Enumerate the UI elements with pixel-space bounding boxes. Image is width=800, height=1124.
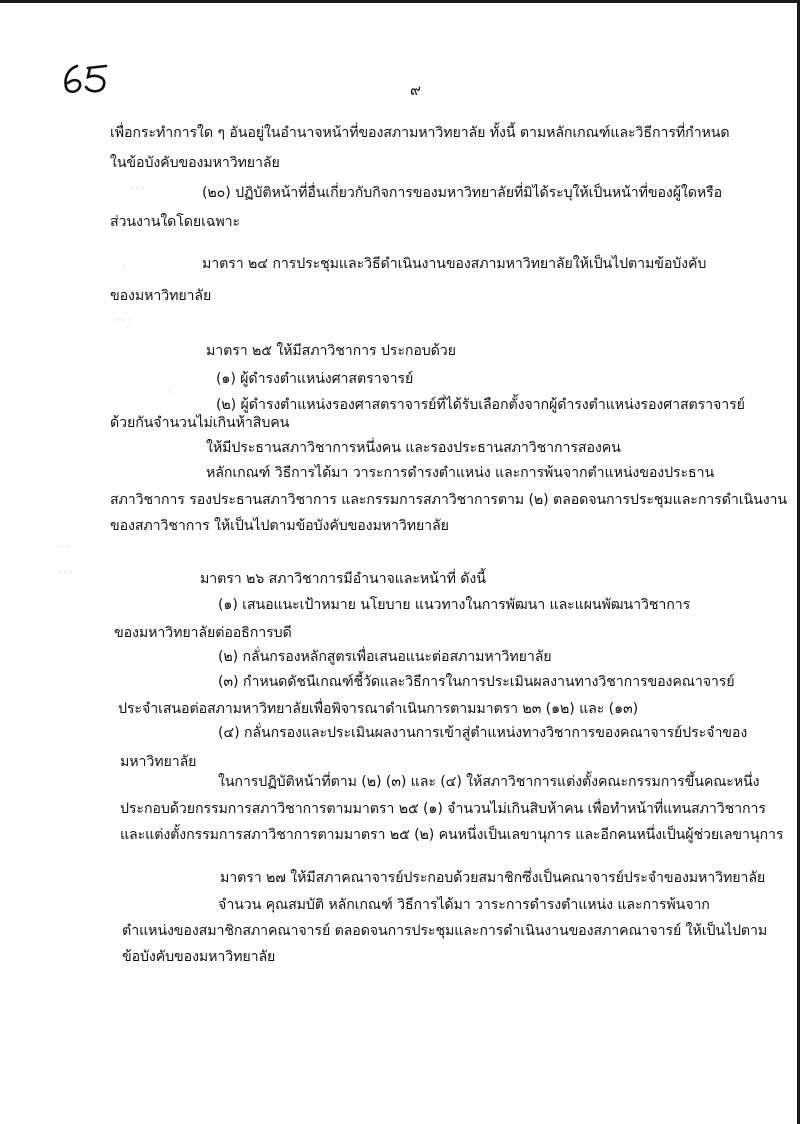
page-number: ๙: [410, 81, 421, 99]
scan-noise: · · ·: [130, 184, 145, 194]
section-26-heading: มาตรา ๒๖ สภาวิชาการมีอำนาจและหน้าที่ ดังนี้: [200, 571, 486, 587]
body-line-22: มหาวิทยาลัย: [120, 754, 197, 770]
scan-noise: · · ·: [58, 568, 73, 578]
body-line-20: ประจำเสนอต่อสภามหาวิทยาลัยเพื่อพิจารณาดำเนินการตามมาตรา ๒๓ (๑๒) และ (๑๓): [118, 701, 639, 717]
scan-edge-top: [0, 0, 800, 3]
section-26-item-2: (๒) กลั่นกรองหลักสูตรเพื่อเสนอแนะต่อสภามหาวิทยาลัย: [218, 649, 552, 665]
section-27-heading: มาตรา ๒๗ ให้มีสภาคณาจารย์ประกอบด้วยสมาชิกซึ่งเป็นคณาจารย์ประจำของมหาวิทยาลัย: [220, 870, 766, 886]
body-line-29: ข้อบังคับของมหาวิทยาลัย: [122, 949, 276, 965]
section-26-item-1: (๑) เสนอแนะเป้าหมาย นโยบาย แนวทางในการพัฒนา และแผนพัฒนาวิชาการ: [218, 597, 691, 613]
body-line-25: และแต่งตั้งกรรมการสภาวิชาการตามมาตรา ๒๕ (๒) คนหนึ่งเป็นเลขานุการ และอีกคนหนึ่งเป็นผู้ช่วยเลขานุการ: [120, 827, 784, 843]
section-26-item-3: (๓) กำหนดดัชนีเกณฑ์ชี้วัดและวิธีการในการประเมินผลงานทางวิชาการของคณาจารย์: [218, 674, 735, 690]
body-line-23: ในการปฏิบัติหน้าที่ตาม (๒) (๓) และ (๔) ให้สภาวิชาการแต่งตั้งคณะกรรมการขึ้นคณะหนึ่ง: [218, 774, 760, 790]
section-25-item-1: (๑) ผู้ดำรงตำแหน่งศาสตราจารย์: [216, 371, 414, 387]
body-line-14: ของสภาวิชาการ ให้เป็นไปตามข้อบังคับของมหาวิทยาลัย: [110, 518, 449, 534]
body-line-4: ส่วนงานใดโดยเฉพาะ: [110, 214, 241, 230]
body-line-17: ของมหาวิทยาลัยต่ออธิการบดี: [114, 625, 292, 641]
body-line-10: ด้วยกันจำนวนไม่เกินห้าสิบคน: [110, 415, 290, 431]
body-line-6: ของมหาวิทยาลัย: [110, 288, 212, 304]
body-line-2: ในข้อบังคับของมหาวิทยาลัย: [110, 155, 280, 171]
scan-noise: ·: [168, 388, 171, 398]
section-25-item-2-text: (๒) ผู้ดำรงตำแหน่งรองศาสตราจารย์ที่ได้รับเลือกตั้งจากผู้ดำรงตำแหน่งรองศาสตราจารย์: [216, 397, 745, 413]
body-line-1: เพื่อกระทำการใด ๆ อันอยู่ในอำนาจหน้าที่ของสภามหาวิทยาลัย ทั้งนี้ ตามหลักเกณฑ์และวิธีการที่กำหนด: [110, 125, 730, 141]
body-line-24: ประกอบด้วยกรรมการสภาวิชาการตามมาตรา ๒๕ (๑) จำนวนไม่เกินสิบห้าคน เพื่อทำหน้าที่แทนสภาวิชาการ: [120, 801, 766, 817]
scan-noise: · · ·: [116, 316, 131, 326]
body-line-28: ตำแหน่งของสมาชิกสภาคณาจารย์ ตลอดจนการประชุมและการดำเนินงานของสภาคณาจารย์ ให้เป็นไปตาม: [122, 923, 768, 939]
body-line-12: หลักเกณฑ์ วิธีการได้มา วาระการดำรงตำแหน่ง และการพ้นจากตำแหน่งของประธาน: [206, 465, 715, 481]
body-line-11: ให้มีประธานสภาวิชาการหนึ่งคน และรองประธานสภาวิชาการสองคน: [206, 440, 621, 456]
clause-20-line: (๒๐) ปฏิบัติหน้าที่อื่นเกี่ยวกับกิจการของมหาวิทยาลัยที่มิได้ระบุให้เป็นหน้าที่ของผู้ใดหรือ: [202, 185, 723, 201]
scan-noise: · ·: [60, 542, 69, 552]
section-26-item-4: (๔) กลั่นกรองและประเมินผลงานการเข้าสู่ตำแหน่งทางวิชาการของคณาจารย์ประจำของ: [218, 725, 748, 741]
section-25-heading: มาตรา ๒๕ ให้มีสภาวิชาการ ประกอบด้วย: [206, 343, 456, 359]
body-line-13: สภาวิชาการ รองประธานสภาวิชาการ และกรรมการสภาวิชาการตาม (๒) ตลอดจนการประชุมและการดำเนินงาน: [110, 492, 788, 508]
handwritten-page-mark: [60, 62, 116, 96]
body-line-27: จำนวน คุณสมบัติ หลักเกณฑ์ วิธีการได้มา วาระการดำรงตำแหน่ง และการพ้นจาก: [218, 897, 710, 913]
scan-noise: ·: [122, 262, 125, 272]
section-24-heading: มาตรา ๒๔ การประชุมและวิธีดำเนินงานของสภามหาวิทยาลัยให้เป็นไปตามข้อบังคับ: [202, 256, 707, 272]
